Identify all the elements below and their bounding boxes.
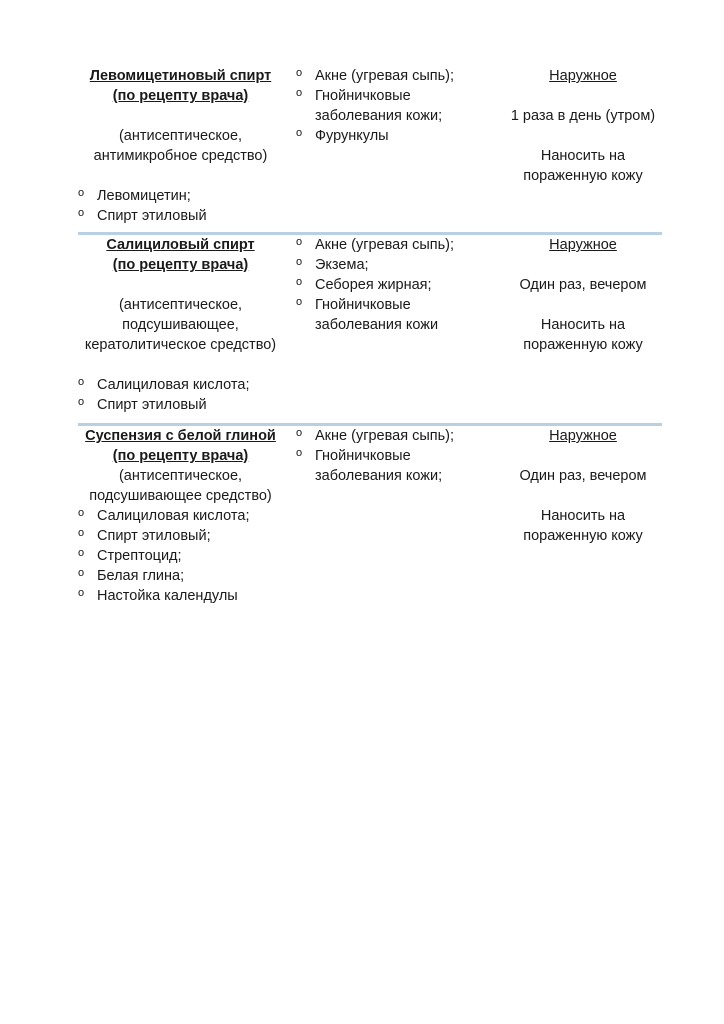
list-item: o Акне (угревая сыпь); [296, 235, 496, 255]
circle-bullet-icon: o [296, 296, 303, 308]
list-item: o Гнойничковые заболевания кожи; [296, 446, 496, 486]
list-item: o Салициловая кислота; [78, 375, 283, 395]
remedies-table [78, 66, 662, 616]
frequency-text: 1 раза в день (утром) [510, 108, 656, 124]
indications-list [296, 426, 496, 486]
remedy-description: (антисептическое, подсушивающее, кератолитическое средство) [84, 297, 277, 353]
frequency-text: Один раз, вечером [519, 468, 647, 484]
remedy-description: (антисептическое, антимикробное средство) [93, 128, 268, 164]
ingredients-list [78, 506, 283, 606]
application-text: Наносить на пораженную кожу [523, 508, 643, 544]
route-label: Наружное [549, 68, 617, 84]
circle-bullet-icon: o [296, 67, 303, 79]
remedy-name: Суспензия с белой глиной [85, 428, 276, 444]
ingredients-list [78, 375, 283, 415]
circle-bullet-icon: o [78, 376, 85, 388]
list-item: o Экзема; [296, 255, 496, 275]
circle-bullet-icon: o [296, 447, 303, 459]
circle-bullet-icon: o [78, 507, 85, 519]
list-item: o Салициловая кислота; [78, 506, 283, 526]
route-label: Наружное [549, 237, 617, 253]
indications-list [296, 66, 496, 146]
ingredients-list [78, 186, 283, 226]
circle-bullet-icon: o [78, 187, 85, 199]
remedy-rx-note: (по рецепту врача) [112, 88, 249, 104]
circle-bullet-icon: o [78, 547, 85, 559]
circle-bullet-icon: o [78, 396, 85, 408]
remedy-name: Салициловый спирт [106, 237, 255, 253]
frequency-text: Один раз, вечером [519, 277, 647, 293]
usage-cell [498, 66, 668, 186]
circle-bullet-icon: o [78, 207, 85, 219]
table-row [78, 426, 662, 616]
circle-bullet-icon: o [296, 236, 303, 248]
list-item: o Себорея жирная; [296, 275, 496, 295]
table-row [78, 235, 662, 423]
indications-list [296, 235, 496, 335]
circle-bullet-icon: o [296, 256, 303, 268]
table-row [78, 66, 662, 232]
remedy-description: (антисептическое, подсушивающее средство) [89, 468, 272, 504]
remedy-rx-note: (по рецепту врача) [112, 448, 249, 464]
list-item: o Спирт этиловый [78, 206, 283, 226]
circle-bullet-icon: o [78, 567, 85, 579]
list-item: o Акне (угревая сыпь); [296, 426, 496, 446]
list-item: o Левомицетин; [78, 186, 283, 206]
remedy-cell [78, 426, 283, 606]
list-item: o Настойка календулы [78, 586, 283, 606]
circle-bullet-icon: o [78, 527, 85, 539]
list-item: o Акне (угревая сыпь); [296, 66, 496, 86]
list-item: o Спирт этиловый [78, 395, 283, 415]
list-item: o Гнойничковые заболевания кожи; [296, 86, 496, 126]
circle-bullet-icon: o [296, 276, 303, 288]
list-item: o Стрептоцид; [78, 546, 283, 566]
usage-cell [498, 235, 668, 355]
list-item: o Фурункулы [296, 126, 496, 146]
list-item: o Гнойничковые заболевания кожи [296, 295, 496, 335]
remedy-rx-note: (по рецепту врача) [112, 257, 249, 273]
circle-bullet-icon: o [296, 87, 303, 99]
indications-cell [296, 426, 496, 486]
indications-cell [296, 235, 496, 335]
list-item: o Белая глина; [78, 566, 283, 586]
circle-bullet-icon: o [78, 587, 85, 599]
route-label: Наружное [549, 428, 617, 444]
remedy-name: Левомицетиновый спирт [89, 68, 272, 84]
circle-bullet-icon: o [296, 427, 303, 439]
usage-cell [498, 426, 668, 546]
list-item: o Спирт этиловый; [78, 526, 283, 546]
application-text: Наносить на пораженную кожу [523, 148, 643, 184]
remedy-cell [78, 66, 283, 226]
application-text: Наносить на пораженную кожу [523, 317, 643, 353]
circle-bullet-icon: o [296, 127, 303, 139]
remedy-cell [78, 235, 283, 415]
indications-cell [296, 66, 496, 146]
